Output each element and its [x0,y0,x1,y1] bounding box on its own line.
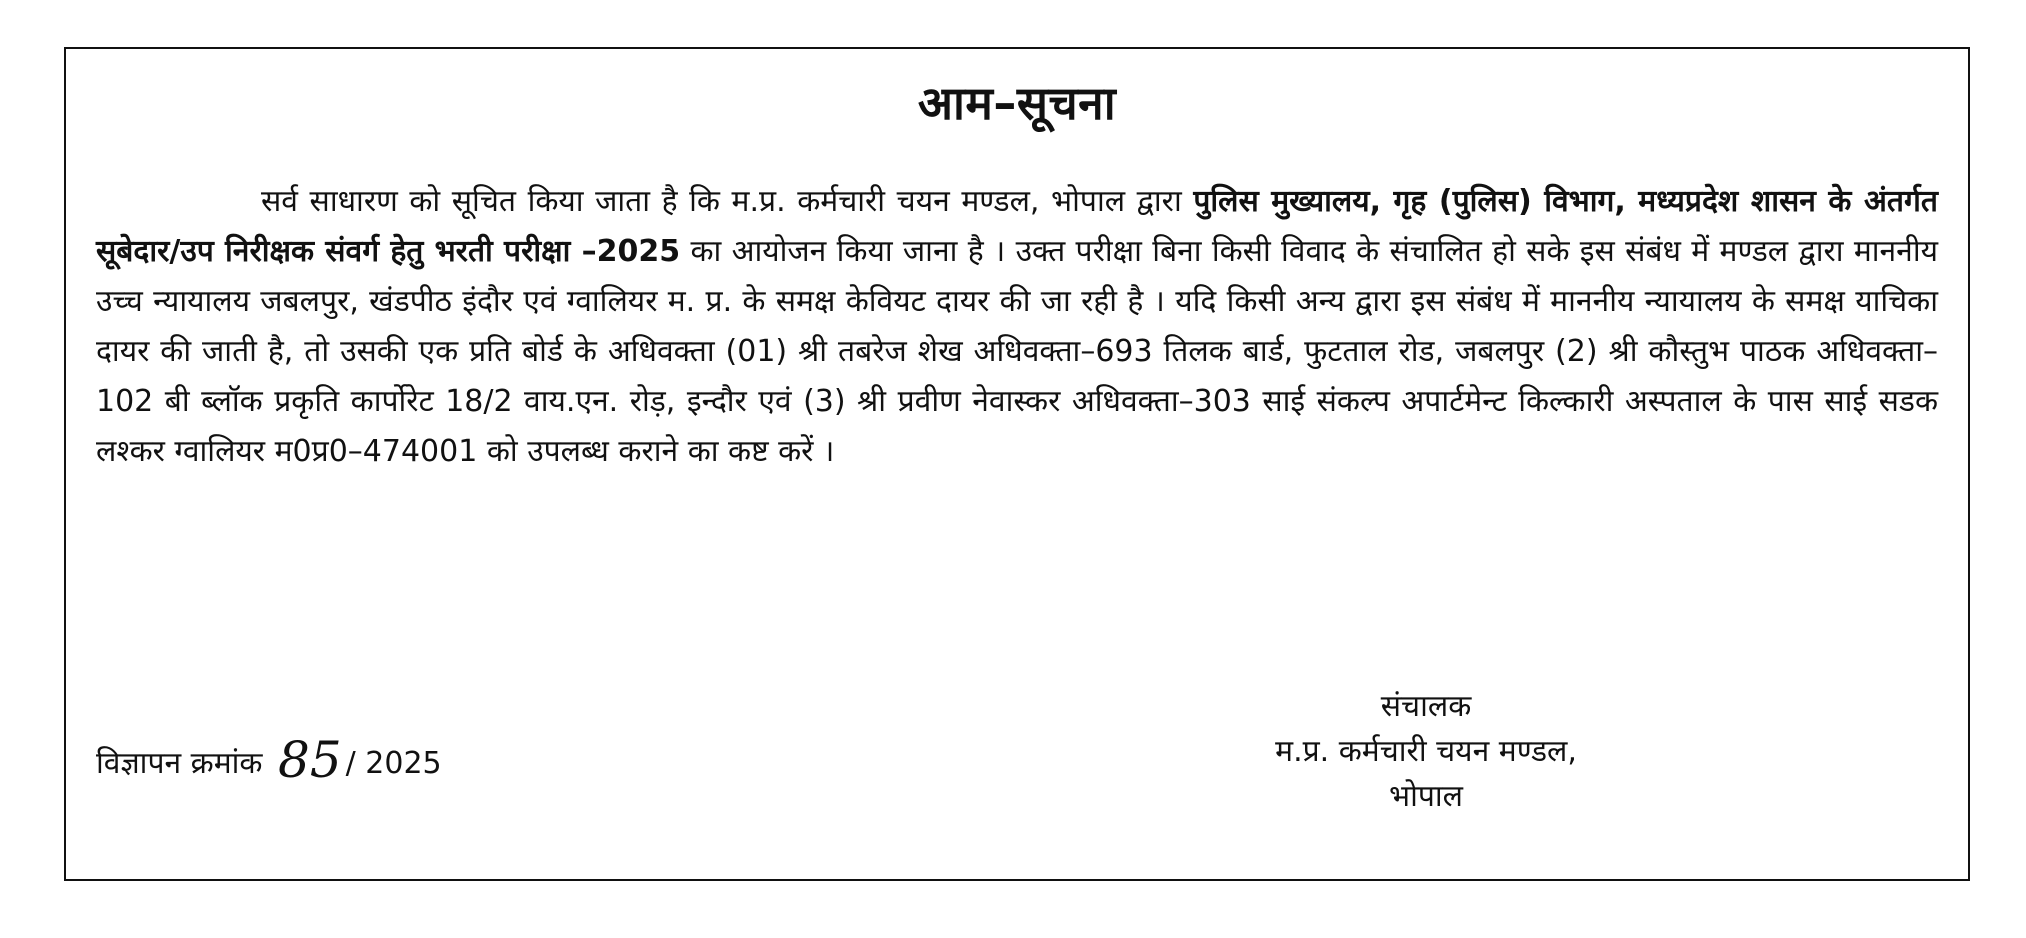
body-text-bold: पुलिस मुख्यालय, गृह (पुलिस) विभाग, मध्यप्रदेश शासन के अंतर्गत सूबेदार/उप निरीक्षक संवर्ग हेतु भरती परीक्षा –2025 [96,184,1938,269]
advertisement-year: / 2025 [345,746,442,781]
body-text-intro: सर्व साधारण को सूचित किया जाता है कि म.प्र. कर्मचारी चयन मण्डल, भोपाल द्वारा [261,184,1194,219]
signatory-city: भोपाल [1388,779,1463,814]
notice-box [64,47,1970,881]
notice-title: आम–सूचना [917,76,1117,130]
signatory-title: संचालक [1380,689,1472,724]
advertisement-label: विज्ञापन क्रमांक [96,746,263,781]
handwritten-number: 85 [278,731,342,789]
body-text-rest: का आयोजन किया जाना है । उक्त परीक्षा बिना किसी विवाद के संचालित हो सके इस संबंध में मण्डल द्वारा माननीय उच्च न्यायालय जबलपुर, खंडपीठ इंदौर एवं ग्वालियर म. प्र. के समक्ष केवियट दायर की जा रही है । यदि किसी अन्य द्वारा इस संबंध में माननीय न्यायालय के समक्ष याचिका दायर की जाती है, तो उसकी एक प्रति बोर्ड के अधिवक्ता (01) श्री तबरेज शेख अधिवक्ता–693 तिलक बार्ड, फुटताल रोड, जबलपुर (2) श्री कौस्तुभ पाठक अधिवक्ता–102 बी ब्लॉक प्रकृति कार्पोरेट 18/2 वाय.एन. रोड़, इन्दौर एवं (3) श्री प्रवीण नेवास्कर अधिवक्ता–303 साई संकल्प अपार्टमेन्ट किल्कारी अस्पताल के पास साई सडक लश्कर ग्वालियर म0प्र0–474001 को उपलब्ध कराने का कष्ट करें । [96,234,1939,469]
advertisement-number [96,731,442,789]
signature-block [1246,684,1606,819]
notice-body [96,177,1938,477]
signatory-organization: म.प्र. कर्मचारी चयन मण्डल, [1275,734,1577,769]
